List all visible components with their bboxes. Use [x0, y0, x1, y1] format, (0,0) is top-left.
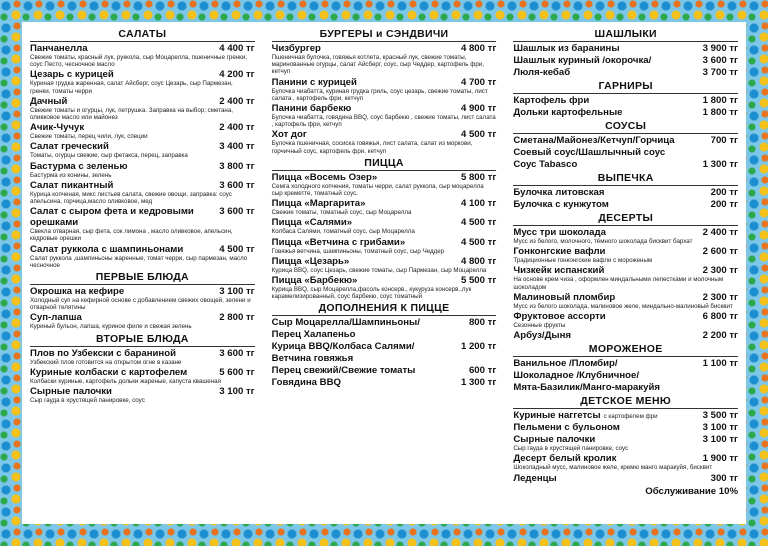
menu-column-3: [504, 22, 746, 524]
menu-item: [30, 206, 255, 242]
menu-item: [513, 187, 738, 198]
menu-item-name: Картофель фри: [513, 95, 590, 106]
menu-item-name: Говядина BBQ: [271, 377, 341, 389]
menu-item: [30, 69, 255, 94]
menu-item: [513, 246, 738, 264]
menu-item-price: 700 тг: [710, 135, 739, 146]
menu-item-price: 4 900 тг: [460, 103, 497, 115]
menu-item-name: Пицца «Ветчина с грибами»: [271, 236, 406, 248]
menu-item-description: Булочка чиабатта, говядина BBQ, соус барбекю , свежие томаты, лист салата , картофель фри, кетчуп: [271, 114, 496, 129]
menu-item-name: Булочка литовская: [513, 187, 605, 198]
menu-item-name: Гонконгские вафли: [513, 246, 606, 258]
menu-item-price: 3 100 тг: [219, 386, 255, 398]
menu-item-price: 200 тг: [710, 199, 739, 210]
menu-item-name: Сырные палочки: [30, 386, 112, 398]
menu-item-name: Мята-Базилик/Манго-маракуйя: [513, 382, 660, 394]
menu-item-price: 6 800 тг: [702, 311, 739, 323]
menu-item: [513, 358, 738, 369]
section-title: ШАШЛЫКИ: [513, 28, 738, 42]
menu-item: [513, 434, 738, 452]
menu-item-name: Салат пикантный: [30, 179, 114, 191]
menu-item: [513, 135, 738, 146]
section-title: ПЕРВЫЕ БЛЮДА: [30, 271, 255, 285]
section-title: СОУСЫ: [513, 120, 738, 134]
menu-item: [30, 161, 255, 179]
menu-item-price: 3 800 тг: [219, 160, 255, 172]
menu-item-description: Пшеничная булочка, говяжья котлета, красный лук, свежие томаты, маринованные огурцы, салат Айсберг, соус, сыр Чеддер, картофель фри, кетчуп: [271, 54, 484, 76]
menu-item-description: Говяжья ветчина, шампиньоны, томатный соус, сыр Чеддер: [271, 247, 445, 255]
menu-item-name: Ачик-Чучук: [30, 122, 85, 134]
menu-item-note: с картофелем фри: [603, 413, 658, 421]
menu-item-price: 4 500 тг: [219, 243, 255, 255]
menu-item-price: 4 400 тг: [219, 43, 255, 54]
section-title: САЛАТЫ: [30, 28, 255, 42]
section-title: МОРОЖЕНОЕ: [513, 343, 738, 357]
menu-item-description: Традиционные гонконгские вафли с мороженым: [513, 257, 653, 265]
menu-item-name: Леденцы: [513, 472, 557, 484]
menu-page: [22, 22, 746, 524]
section-title: ВЫПЕЧКА: [513, 172, 738, 186]
menu-item-name: Курица BBQ/Колбаса Салями/: [271, 341, 415, 353]
menu-item: [30, 386, 255, 404]
menu-item-price: 3 700 тг: [702, 67, 739, 78]
menu-item: [272, 377, 497, 388]
menu-item-price: 1 900 тг: [702, 453, 739, 465]
menu-item-name: Соус Tabasco: [513, 159, 578, 170]
menu-item: [513, 43, 738, 54]
menu-item: [272, 103, 497, 128]
menu-item-description: Колбаски куриные, картофель дольки жареные, капуста квашеная: [30, 377, 221, 385]
menu-item-price: 1 300 тг: [702, 159, 739, 170]
menu-item-name: Хот дог: [271, 129, 307, 141]
menu-item: [272, 256, 497, 274]
menu-item-description: Бастурма из конины, зелень: [30, 171, 112, 179]
menu-item-price: 1 300 тг: [460, 377, 497, 389]
menu-item-price: 3 500 тг: [702, 410, 739, 422]
menu-item: [272, 198, 497, 216]
menu-item-price: 1 800 тг: [702, 95, 739, 106]
menu-item-name: Фруктовое ассорти: [513, 311, 606, 323]
menu-item: [513, 227, 738, 245]
menu-item: [272, 353, 497, 364]
menu-item: [513, 55, 738, 66]
menu-item-price: 2 300 тг: [702, 291, 739, 303]
menu-item-price: 5 800 тг: [460, 171, 497, 183]
menu-item-name: Сырные палочки: [513, 434, 596, 446]
menu-item-name: Перец Халапеньо: [271, 329, 356, 341]
menu-item: [513, 410, 738, 421]
menu-item-name: Пицца «Цезарь»: [271, 255, 350, 267]
menu-item-name: Ванильное /Пломбир/: [513, 358, 618, 370]
menu-item-description: Мусс из белого, молочного, тёмного шоколада бисквит бархат: [513, 238, 693, 245]
menu-item-name: Шашлык из баранины: [513, 43, 620, 54]
menu-item-description: Узбекский плов готовится на открытом огне в казане: [30, 358, 182, 366]
menu-item: [513, 382, 738, 393]
menu-item-price: 4 200 тг: [219, 69, 255, 81]
menu-item-name: Панчанелла: [30, 43, 88, 54]
menu-item-price: 1 800 тг: [702, 107, 739, 118]
menu-item: [513, 453, 738, 471]
menu-item-price: 3 900 тг: [702, 43, 739, 54]
menu-item-description: Куриный бульон, лапша, куриное филе и свежая зелень: [30, 323, 192, 331]
menu-item-description: Куриная грудка жаренная, салат Айсберг, соус Цезарь, сыр Пармезан, гренки, томаты черри: [30, 80, 233, 95]
menu-column-1: [22, 22, 263, 524]
menu-item-description: Томаты, огурцы свежие, сыр фетакса, перец, заправка: [30, 152, 188, 160]
menu-item-description: На основе крем чиза , оформлен миндальными лепестками и молочным шоколадом: [513, 276, 724, 291]
menu-item-name: Десерт белый кролик: [513, 453, 617, 465]
menu-item-name: Люля-кебаб: [513, 67, 571, 78]
section-title: ГАРНИРЫ: [513, 80, 738, 94]
menu-item: [30, 348, 255, 366]
menu-item-price: 1 200 тг: [460, 341, 497, 353]
section-title: ПИЦЦА: [272, 157, 497, 171]
menu-item-price: 4 500 тг: [460, 236, 497, 248]
menu-item-name: Пицца «Маргарита»: [271, 198, 366, 210]
menu-item-price: 2 400 тг: [219, 122, 255, 134]
menu-item: [513, 199, 738, 210]
menu-item: [272, 341, 497, 352]
menu-item: [30, 312, 255, 330]
menu-item: [513, 265, 738, 290]
menu-item: [513, 107, 738, 118]
menu-item-name: Сметана/Майонез/Кетчуп/Горчица: [513, 135, 675, 146]
menu-item: [272, 129, 497, 154]
menu-item-price: 3 600 тг: [219, 179, 255, 191]
menu-item-name: Панини барбекю: [271, 103, 352, 115]
menu-item-price: 800 тг: [468, 317, 497, 329]
menu-item-name: Куриные колбаски с картофелем: [30, 366, 188, 378]
menu-item-price: 600 тг: [468, 365, 497, 377]
menu-item-name: Чизкейк испанский: [513, 265, 605, 277]
menu-item-price: 300 тг: [710, 472, 739, 484]
menu-item-description: Курица копченая, микс листьев салата, свежие овощи, заправка: соус апельсина, горчица,масло оливковое, мед: [30, 190, 232, 206]
menu-item-description: Курица BBQ, соус Цезарь, свежие томаты, сыр Пармезан, сыр Моцарелла: [271, 266, 487, 274]
menu-item-price: 2 200 тг: [702, 330, 739, 342]
menu-item-description: Свежие томаты, перец чили, лук, специи: [30, 133, 148, 141]
menu-item-name: Ветчина говяжья: [271, 353, 354, 365]
menu-item-name: Панини с курицей: [271, 76, 357, 88]
menu-item-description: Свежие томаты, красный лук, руккола, сыр Моцарелла, пшеничные гренки, соус Песто, чесночное масло: [30, 54, 248, 69]
menu-item: [30, 122, 255, 140]
menu-item-price: 5 500 тг: [460, 275, 497, 287]
menu-item-name: Булочка с кунжутом: [513, 199, 609, 210]
menu-item-name: Перец свежий/Свежие томаты: [271, 365, 416, 377]
menu-item-description: Сезонные фрукты: [513, 322, 566, 330]
menu-item-name: Дачный: [30, 95, 68, 107]
menu-item-price: 4 100 тг: [460, 198, 497, 210]
menu-item-name: Соевый соус/Шашлычный соус: [513, 147, 666, 158]
section-title: ДЕСЕРТЫ: [513, 212, 738, 226]
section-title: ВТОРЫЕ БЛЮДА: [30, 333, 255, 347]
menu-item: [272, 365, 497, 376]
menu-item-description: Свекла отварная, сыр фета, сок лимона , масло оливковое, апельсин, кедровые орешки: [30, 228, 233, 243]
menu-item-name: Шоколадное /Клубничное/: [513, 370, 639, 382]
menu-item-price: 3 600 тг: [702, 55, 739, 66]
menu-item-price: 2 400 тг: [702, 227, 739, 238]
menu-item-name: Арбуз/Дыня: [513, 330, 571, 342]
menu-item-description: Шоколадный мусс, малиновое желе, кремю манго маракуйя, бисквит: [513, 464, 713, 472]
menu-item-name: Чизбургер: [271, 43, 321, 54]
menu-item-name: Сыр Моцарелла/Шампиньоны/: [271, 317, 420, 329]
menu-item: [272, 217, 497, 235]
menu-item: [513, 473, 738, 484]
menu-item: [30, 43, 255, 68]
menu-item-name: Салат руккола с шампиньонами: [30, 243, 184, 255]
menu-item-price: 1 100 тг: [702, 358, 739, 370]
section-title: ДЕТСКОЕ МЕНЮ: [513, 395, 738, 409]
menu-item-description: Мусс из белого шоколада, малиновое желе, миндально-малиновый бисквит: [513, 302, 733, 310]
menu-item: [272, 172, 497, 197]
menu-item: [272, 317, 497, 328]
menu-item: [513, 311, 738, 329]
menu-item-price: 2 600 тг: [702, 246, 739, 258]
menu-item-description: Свежие томаты и огурцы, лук, петрушка. Заправка на выбор: сметана, оливковое масло или майонез: [30, 106, 234, 122]
menu-item-name: Суп-лапша: [30, 312, 82, 324]
menu-item-name: Салат греческий: [30, 141, 109, 153]
menu-item-description: Булочка чиабатта, куриная грудка гриль, соус цезарь, свежие томаты, лист салата , картофель фри, кетчуп: [271, 87, 488, 102]
menu-item: [513, 147, 738, 158]
menu-item-price: 3 400 тг: [219, 141, 255, 153]
menu-item-name: Пельмени с бульоном: [513, 422, 620, 434]
section-title: БУРГЕРЫ и СЭНДВИЧИ: [272, 28, 497, 42]
menu-item: [30, 96, 255, 121]
menu-item-price: 4 700 тг: [460, 76, 497, 88]
menu-item-description: Сыр гауда в хрустящей панировке, соус: [30, 397, 145, 405]
menu-item: [513, 370, 738, 381]
menu-item-price: 4 800 тг: [460, 43, 497, 54]
menu-item-price: 2 400 тг: [219, 95, 255, 107]
menu-item-description: Колбаса Салями, томатный соус, сыр Моцарелла: [271, 228, 415, 236]
menu-item-name: Пицца «Салями»: [271, 217, 353, 229]
menu-item-price: 4 500 тг: [460, 129, 497, 141]
menu-item-description: Сыр гауда в хрустящей панировке, соус: [513, 445, 629, 453]
menu-item-price: 3 100 тг: [219, 286, 255, 298]
menu-item-price: 5 600 тг: [219, 366, 255, 378]
menu-item: [272, 237, 497, 255]
menu-item-description: Салат руккола ,шампиньоны жаренные, томат черри, сыр пармезан, масло чесночное: [30, 254, 248, 269]
menu-item-price: 2 800 тг: [219, 312, 255, 324]
menu-column-2: [263, 22, 505, 524]
menu-item: [30, 286, 255, 311]
menu-item-description: Холодный суп на кефирной основе с добавлением свежих овощей, зелени и отварной телятины: [30, 297, 251, 312]
menu-item-description: Свежие томаты, томатный соус, сыр Моцарелла: [271, 209, 412, 217]
menu-item-price: 4 500 тг: [460, 217, 497, 229]
menu-item: [30, 141, 255, 159]
menu-item-description: Курица BBQ, сыр Моцарелла,фасоль консерв., кукуруза консерв.,лук карамелизированный, соус барбекю, соус томатный: [271, 286, 472, 301]
menu-item-name: Цезарь с курицей: [30, 69, 114, 81]
menu-item: [272, 77, 497, 102]
menu-item: [513, 67, 738, 78]
menu-item-name: Плов по Узбекски с бараниной: [30, 347, 176, 359]
menu-item-name: Пицца «Восемь Озер»: [271, 171, 378, 183]
menu-item-description: Булочка пшеничная, сосиска говяжья, лист салата, салат из моркови, горчичный соус, картофель фри, кетчуп: [271, 140, 473, 155]
menu-item-name: Малиновый пломбир: [513, 291, 616, 303]
menu-item-name: Дольки картофельные: [513, 107, 623, 118]
menu-item: [30, 367, 255, 385]
menu-item: [272, 329, 497, 340]
menu-item: [513, 422, 738, 433]
menu-item-name: Куриные наггетсы с картофелем фри: [513, 410, 658, 422]
menu-item-name: Мусс три шоколада: [513, 227, 606, 238]
menu-item: [30, 180, 255, 205]
menu-item-name: Окрошка на кефире: [30, 286, 125, 298]
menu-item-name: Пицца «Барбекю»: [271, 275, 358, 287]
menu-item: [272, 43, 497, 76]
menu-item-price: 3 100 тг: [702, 422, 739, 434]
menu-item-name: Бастурма с зеленью: [30, 160, 128, 172]
menu-item: [513, 292, 738, 310]
menu-item: [513, 95, 738, 106]
menu-item-name: Салат с сыром фета и кедровыми орешками: [30, 206, 194, 229]
menu-item-price: 4 800 тг: [460, 255, 497, 267]
menu-item-price: 3 100 тг: [702, 434, 739, 446]
menu-item-price: 2 300 тг: [702, 265, 739, 277]
service-charge-note: Обслуживание 10%: [645, 485, 739, 497]
menu-item-description: Семга холодного копчения, томаты черри, салат руккола, сыр моцарелла сыр креметте, томатный соус.: [271, 182, 484, 198]
menu-item-price: 3 600 тг: [219, 347, 255, 359]
menu-item-price: 3 600 тг: [219, 206, 255, 218]
menu-item: [30, 244, 255, 269]
section-title: ДОПОЛНЕНИЯ К ПИЦЦЕ: [272, 302, 497, 316]
menu-item-name: Шашлык куриный /окорочка/: [513, 55, 652, 66]
menu-item: [513, 159, 738, 170]
menu-item: [513, 330, 738, 341]
menu-item-price: 200 тг: [710, 187, 739, 198]
menu-item: [272, 275, 497, 300]
